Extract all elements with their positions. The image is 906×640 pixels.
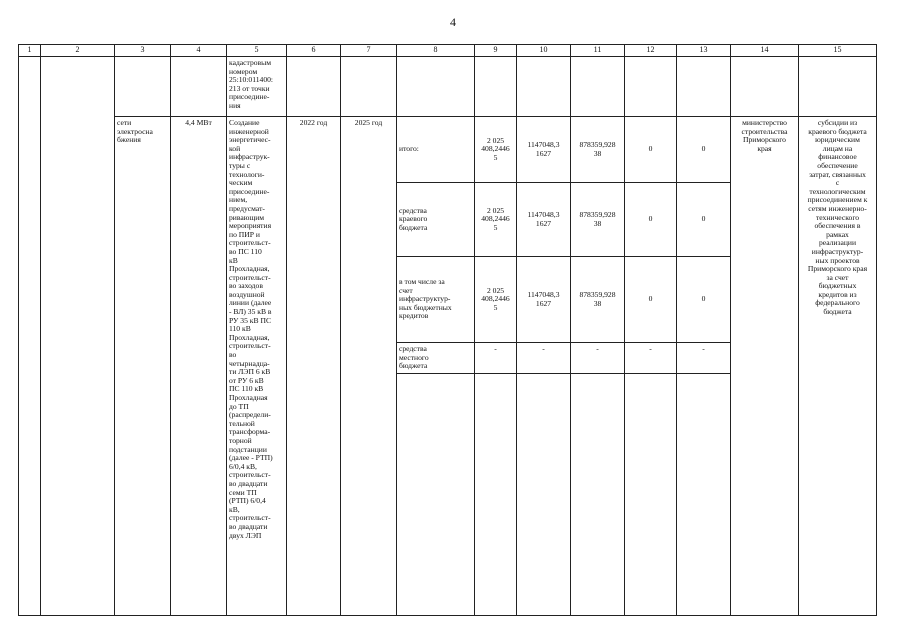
- amount-cell: 2 025 408,2446 5: [475, 117, 517, 183]
- header-cell: 11: [571, 45, 625, 57]
- col10-cell: [517, 57, 571, 117]
- header-cell: 7: [341, 45, 397, 57]
- header-cell: 9: [475, 45, 517, 57]
- col13-filler: [677, 373, 731, 615]
- header-cell: 10: [517, 45, 571, 57]
- col12-filler: [625, 373, 677, 615]
- col1-cell: [19, 57, 41, 616]
- col3-cell: [115, 57, 171, 117]
- col2-cell: [41, 57, 115, 616]
- amount-cell: 0: [677, 183, 731, 257]
- budget-table: [18, 44, 877, 616]
- source-label-infra-credits: в том числе за счет инфраструктур- ных бюджетных кредитов: [397, 257, 475, 343]
- col5-continued-text: кадастровым номером 25:10:011400: 213 от точки присоедине- ния: [227, 57, 287, 117]
- amount-cell: -: [475, 343, 517, 374]
- header-cell: 15: [799, 45, 877, 57]
- start-year-cell: 2022 год: [287, 117, 341, 616]
- header-cell: 4: [171, 45, 227, 57]
- col8-filler: [397, 373, 475, 615]
- header-cell: 5: [227, 45, 287, 57]
- header-cell: 8: [397, 45, 475, 57]
- amount-cell: -: [517, 343, 571, 374]
- amount-cell: -: [571, 343, 625, 374]
- ministry-cell: министерство строительства Приморского края: [731, 117, 799, 616]
- amount-cell: 1147048,3 1627: [517, 183, 571, 257]
- header-cell: 14: [731, 45, 799, 57]
- table-row-continued: [19, 57, 877, 117]
- header-cell: 6: [287, 45, 341, 57]
- col8-cell: [397, 57, 475, 117]
- header-cell: 2: [41, 45, 115, 57]
- table-row-main: [19, 117, 877, 183]
- col10-filler: [517, 373, 571, 615]
- amount-cell: 0: [677, 117, 731, 183]
- source-label-local: средства местного бюджета: [397, 343, 475, 374]
- amount-cell: 878359,928 38: [571, 183, 625, 257]
- col7-cell: [341, 57, 397, 117]
- object-name-cell: сети электросна бжения: [115, 117, 171, 616]
- col9-filler: [475, 373, 517, 615]
- col4-cell: [171, 57, 227, 117]
- col13-cell: [677, 57, 731, 117]
- amount-cell: 2 025 408,2446 5: [475, 257, 517, 343]
- amount-cell: 1147048,3 1627: [517, 257, 571, 343]
- source-label-total: итого:: [397, 117, 475, 183]
- amount-cell: 2 025 408,2446 5: [475, 183, 517, 257]
- amount-cell: -: [677, 343, 731, 374]
- source-label-regional: средства краевого бюджета: [397, 183, 475, 257]
- header-cell: 3: [115, 45, 171, 57]
- col9-cell: [475, 57, 517, 117]
- funding-note-cell: субсидии из краевого бюджета юридическим лицам на финансовое обеспечение затрат, связанных с технологическим присоединением к сетям инженерно- технического обеспечения в рамках реализации инфраструктур- ных проектов Приморского края за счет бюджетных кредитов из федерального бюджета: [799, 117, 877, 616]
- col6-cell: [287, 57, 341, 117]
- header-cell: 12: [625, 45, 677, 57]
- power-cell: 4,4 МВт: [171, 117, 227, 616]
- col11-cell: [571, 57, 625, 117]
- amount-cell: 0: [677, 257, 731, 343]
- col11-filler: [571, 373, 625, 615]
- amount-cell: 0: [625, 117, 677, 183]
- amount-cell: -: [625, 343, 677, 374]
- description-cell: Создание инженерной энергетичес- кой инфраструк- туры с технологи- ческим присоедине- нием, предусмат- ривающим мероприятия по ПИР и строительст- во ПС 110 кВ Прохладная, строительст- во заходов воздушной линии (далее - ВЛ) 35 кВ в РУ 35 кВ ПС 110 кВ Прохладная, строительст- во четырнадца- ти ЛЭП 6 кВ от РУ 6 кВ ПС 110 кВ Прохладная до ТП (распредели- тельной трансформа- торной подстанции (далее - РТП) 6/0,4 кВ, строительст- во двадцати семи ТП (РТП) 6/0,4 кВ, строительст- во двадцати двух ЛЭП: [227, 117, 287, 616]
- amount-cell: 1147048,3 1627: [517, 117, 571, 183]
- amount-cell: 0: [625, 257, 677, 343]
- amount-cell: 878359,928 38: [571, 117, 625, 183]
- header-row: [19, 45, 877, 57]
- amount-cell: 878359,928 38: [571, 257, 625, 343]
- col14-cell: [731, 57, 799, 117]
- header-cell: 13: [677, 45, 731, 57]
- amount-cell: 0: [625, 183, 677, 257]
- col15-cell: [799, 57, 877, 117]
- end-year-cell: 2025 год: [341, 117, 397, 616]
- page-number: 4: [450, 15, 456, 29]
- col12-cell: [625, 57, 677, 117]
- header-cell: 1: [19, 45, 41, 57]
